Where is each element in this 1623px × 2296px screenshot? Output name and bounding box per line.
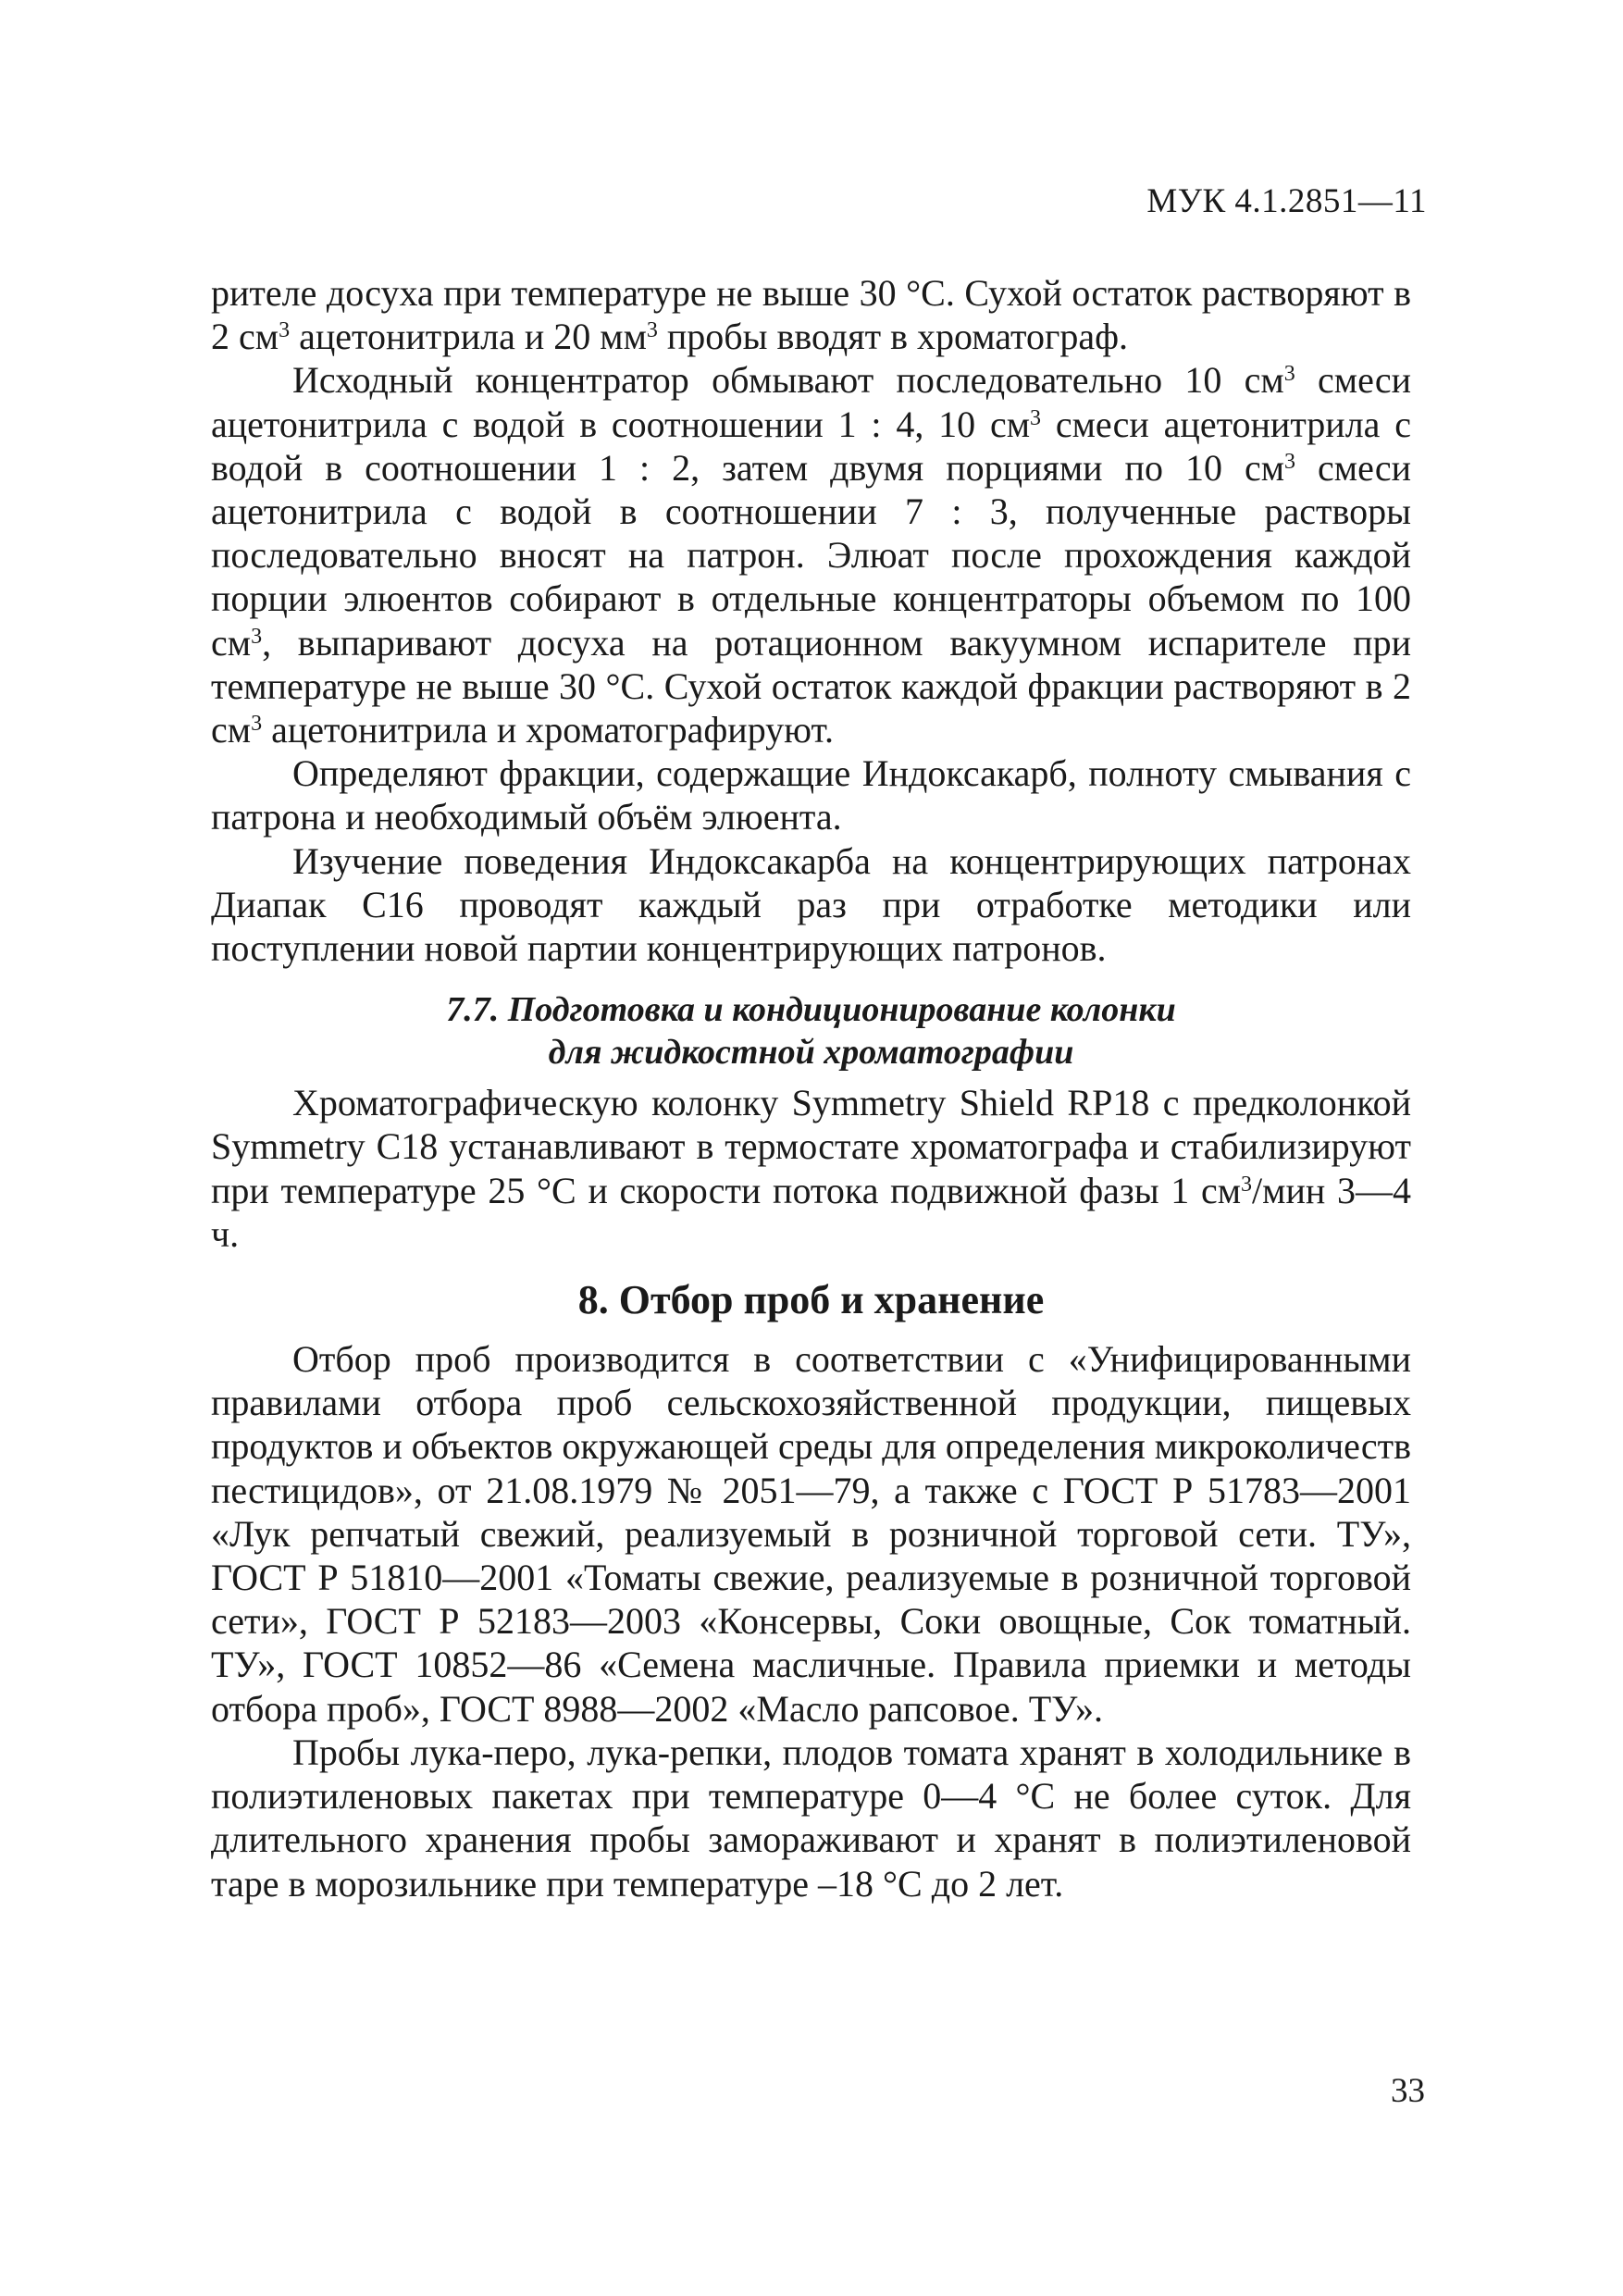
paragraph-column-conditioning: [211, 1081, 1411, 1256]
subsection-title-line-2: для жидкостной хроматографии: [548, 1033, 1074, 1073]
superscript: 3: [1241, 1172, 1253, 1197]
text-run: Исходный концентратор обмывают последовательно 10 см: [292, 359, 1284, 402]
superscript: 3: [1283, 362, 1295, 387]
text-run: смеси ацетонитрила с водой в соотношении 7 : 3, полученные растворы последовательно вносят на патрон. Элюат после прохождения каждой порции элюентов собирают в отдельные концентраторы объемом по 100 см: [211, 446, 1411, 664]
text-run: рителе досуха при температуре не выше 30 °С. Сухой остаток растворяют в 2 см: [211, 272, 1411, 358]
text-run: пробы вводят в хроматограф.: [657, 316, 1129, 358]
text-run: ацетонитрила и хроматографируют.: [262, 709, 834, 751]
superscript: 3: [1030, 405, 1042, 430]
superscript: 3: [251, 624, 263, 649]
superscript: 3: [279, 318, 291, 343]
body-text: [211, 271, 1411, 1905]
paragraph-continuation: [211, 271, 1411, 358]
paragraph-fractions: Определяют фракции, содержащие Индоксакарб, полноту смывания с патрона и необходимый объём элюента.: [211, 752, 1411, 838]
subsection-title: [211, 988, 1411, 1074]
text-run: смеси ацетонитрила с водой в соотношении 1 : 4, 10 см: [211, 359, 1411, 445]
subsection-title-line-1: 7.7. Подготовка и кондиционирование колонки: [446, 990, 1176, 1030]
page-number: 33: [1391, 2072, 1425, 2110]
text-run: , выпаривают досуха на ротационном вакуумном испарителе при температуре не выше 30 °С. Сухой остаток каждой фракции растворяют в 2 см: [211, 621, 1411, 751]
text-run: ацетонитрила и 20 мм: [290, 316, 647, 358]
paragraph-cartridge-study: Изучение поведения Индоксакарба на концентрирующих патронах Диапак С16 проводят каждый раз при отработке методики или поступлении новой партии концентрирующих патронов.: [211, 839, 1411, 970]
paragraph-sampling-rules: Отбор проб производится в соответствии с «Унифицированными правилами отбора проб сельскохозяйственной продукции, пищевых продуктов и объектов окружающей среды для определения микроколичеств пестицидов», от 21.08.1979 № 2051—79, а также с ГОСТ Р 51783—2001 «Лук репчатый свежий, реализуемый в розничной торговой сети. ТУ», ГОСТ Р 51810—2001 «Томаты свежие, реализуемые в розничной торговой сети», ГОСТ Р 52183—2003 «Консервы, Соки овощные, Сок томатный. ТУ», ГОСТ 10852—86 «Семена масличные. Правила приемки и методы отбора проб», ГОСТ 8988—2002 «Масло рапсовое. ТУ».: [211, 1338, 1411, 1730]
text-run: /мин 3—4 ч.: [211, 1169, 1411, 1255]
text-run: Хроматографическую колонку Symmetry Shield RP18 с предколонкой Symmetry C18 устанавливают в термостате хроматографа и стабилизируют при температуре 25 °С и скорости потока подвижной фазы 1 см: [211, 1082, 1411, 1211]
text-run: смеси ацетонитрила с водой в соотношении 1 : 2, затем двумя порциями по 10 см: [211, 403, 1411, 489]
section-title: 8. Отбор проб и хранение: [577, 1277, 1045, 1323]
superscript: 3: [1284, 449, 1296, 474]
superscript: 3: [646, 318, 658, 343]
document-code-header: МУК 4.1.2851—11: [1146, 182, 1427, 220]
superscript: 3: [251, 711, 263, 736]
paragraph-sample-storage: Пробы лука-перо, лука-репки, плодов томата хранят в холодильнике в полиэтиленовых пакетах при температуре 0—4 °С не более суток. Для длительного хранения пробы замораживают и хранят в полиэтиленовой таре в морозильнике при температуре –18 °С до 2 лет.: [211, 1731, 1411, 1905]
paragraph-washing-procedure: [211, 358, 1411, 751]
